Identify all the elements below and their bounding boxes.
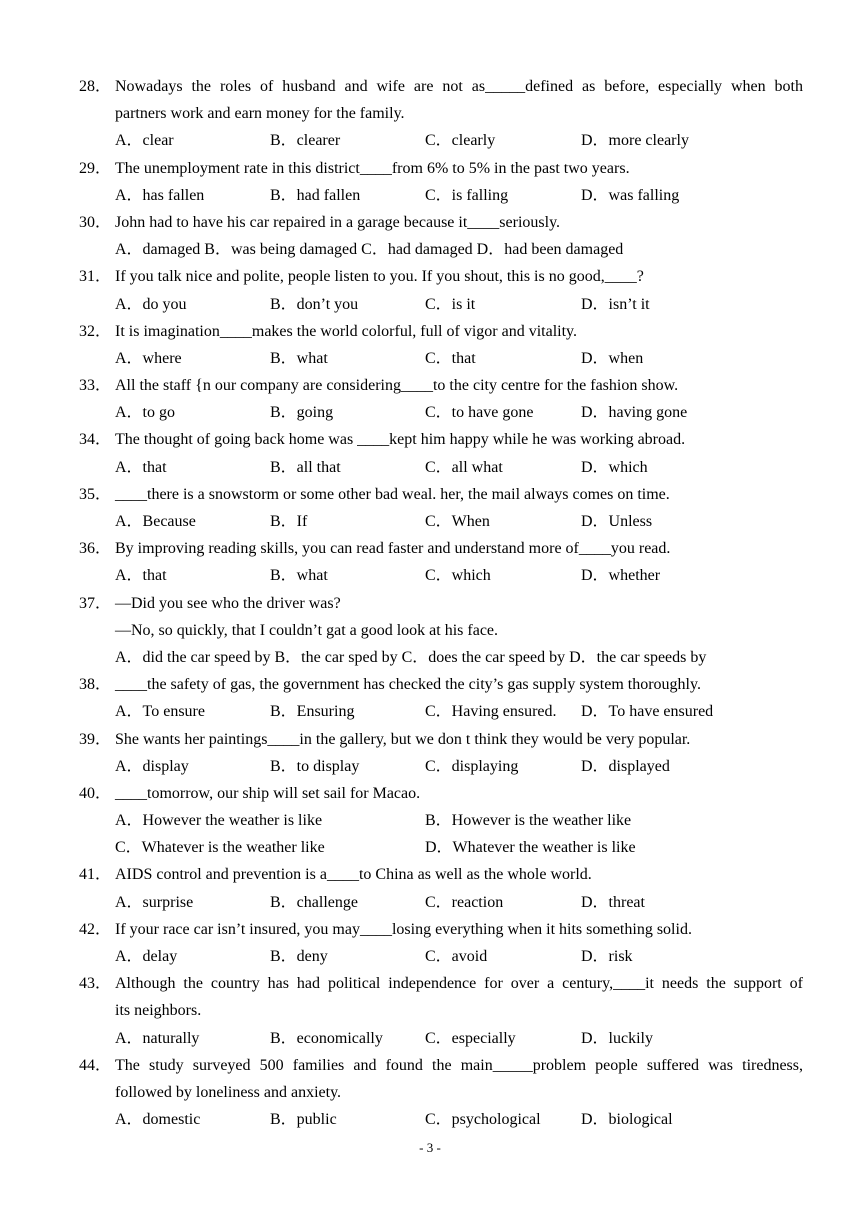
question-stem-line	[0, 73, 860, 100]
answer-option: A．that	[115, 458, 167, 476]
options-row	[0, 807, 860, 834]
question-stem-line	[0, 970, 860, 997]
question	[0, 970, 860, 1052]
question-text: AIDS control and prevention is a____to China as well as the whole world.	[115, 866, 592, 884]
answer-option: B．deny	[270, 948, 328, 965]
question-number: 41．	[79, 866, 112, 884]
answer-option: B．don’t you	[270, 295, 359, 313]
question-number: 40．	[79, 784, 112, 802]
question-stem-line	[0, 726, 860, 753]
question-number: 38．	[79, 676, 112, 694]
question-number: 44．	[79, 1056, 112, 1074]
question-continuation-line	[0, 1079, 860, 1106]
answer-option: A．to go	[115, 404, 176, 422]
question-number: 32．	[79, 322, 112, 340]
answer-option: D．whether	[581, 567, 661, 585]
question-text: its neighbors.	[115, 1002, 202, 1020]
question-stem-line	[0, 318, 860, 345]
question-stem-line	[0, 916, 860, 943]
answer-option: C．which	[425, 567, 491, 585]
answer-option: A．naturally	[115, 1029, 200, 1047]
options-row	[0, 508, 860, 535]
options-row	[0, 1025, 860, 1052]
answer-option: D．risk	[581, 948, 633, 965]
answer-option: C．Having ensured.	[425, 703, 557, 721]
question-number: 28．	[79, 78, 112, 95]
exam-page	[0, 73, 860, 1133]
question-text: It is imagination____makes the world colorful, full of vigor and vitality.	[115, 322, 577, 340]
answer-option: B．to display	[270, 757, 360, 775]
question-number: 34．	[79, 431, 112, 449]
answer-option: C．psychological	[425, 1111, 541, 1129]
question-text: —Did you see who the driver was?	[115, 594, 341, 612]
answer-options-inline: A．damaged B．was being damaged C．had damaged D．had been damaged	[115, 241, 624, 259]
answer-option: A．Because	[115, 513, 196, 530]
question-text: John had to have his car repaired in a garage because it____seriously.	[115, 213, 561, 231]
options-row	[0, 562, 860, 589]
question-number: 35．	[79, 485, 112, 503]
answer-option: D．when	[581, 349, 644, 367]
answer-option: B．all that	[270, 458, 341, 476]
answer-option: A．To ensure	[115, 703, 205, 721]
options-row	[0, 943, 860, 970]
answer-option: C．reaction	[425, 893, 504, 911]
answer-option: D．luckily	[581, 1029, 653, 1047]
options-row	[0, 182, 860, 209]
question	[0, 73, 860, 155]
answer-option: D．displayed	[581, 757, 670, 775]
answer-option: D．Unless	[581, 513, 653, 530]
question	[0, 916, 860, 970]
question-stem-line	[0, 861, 860, 888]
question-stem-line	[0, 671, 860, 698]
question-continuation-line	[0, 100, 860, 127]
options-row	[0, 753, 860, 780]
options-row	[0, 345, 860, 372]
answer-option: D．isn’t it	[581, 295, 650, 313]
answer-option: B．economically	[270, 1029, 383, 1047]
answer-option: C．is it	[425, 295, 476, 313]
question-text: Although the country has had political independence for over a century,____it needs the support of	[115, 975, 803, 993]
question-stem-line	[0, 481, 860, 508]
question-number: 37．	[79, 594, 112, 612]
answer-option: B．Ensuring	[270, 703, 355, 721]
answer-option: C．clearly	[425, 132, 496, 150]
answer-option: D．Whatever the weather is like	[425, 839, 636, 857]
question	[0, 780, 860, 862]
answer-option: C．all what	[425, 458, 503, 476]
answer-option: A．where	[115, 349, 182, 367]
answer-option: B．what	[270, 349, 328, 367]
question-number: 39．	[79, 730, 112, 748]
question	[0, 426, 860, 480]
options-row	[0, 1106, 860, 1133]
answer-option: B．going	[270, 404, 334, 422]
question	[0, 209, 860, 263]
options-row	[0, 834, 860, 861]
question-stem-line	[0, 535, 860, 562]
question-text: If your race car isn’t insured, you may____losing everything when it hits something solid.	[115, 920, 692, 938]
answer-option: D．threat	[581, 893, 645, 911]
answer-option: C．to have gone	[425, 404, 534, 422]
answer-options-inline: A．did the car speed by B．the car sped by C．does the car speed by D．the car speeds by	[115, 648, 707, 666]
question-continuation-line	[0, 617, 860, 644]
answer-option: D．To have ensured	[581, 703, 714, 721]
answer-option: A．has fallen	[115, 186, 205, 204]
question	[0, 263, 860, 317]
question	[0, 671, 860, 725]
answer-option: A．that	[115, 567, 167, 585]
answer-option: B．However is the weather like	[425, 812, 632, 830]
answer-option: B．If	[270, 513, 308, 530]
question-number: 36．	[79, 540, 112, 558]
question	[0, 726, 860, 780]
question-number: 33．	[79, 377, 112, 395]
question-text: By improving reading skills, you can read faster and understand more of____you read.	[115, 540, 671, 558]
question	[0, 481, 860, 535]
options-row	[0, 454, 860, 481]
question-text: partners work and earn money for the family.	[115, 105, 405, 123]
answer-option: B．what	[270, 567, 328, 585]
answer-option: C．avoid	[425, 948, 488, 965]
answer-option: D．biological	[581, 1111, 673, 1129]
options-row	[0, 889, 860, 916]
options-row	[0, 644, 860, 671]
question-number: 30．	[79, 213, 112, 231]
answer-option: C．especially	[425, 1029, 516, 1047]
question	[0, 318, 860, 372]
question-text: ____there is a snowstorm or some other bad weal. her, the mail always comes on time.	[115, 485, 670, 503]
answer-option: C．Whatever is the weather like	[115, 839, 325, 857]
answer-option: B．challenge	[270, 893, 358, 911]
question	[0, 155, 860, 209]
question-text: She wants her paintings____in the gallery, but we don t think they would be very popular.	[115, 730, 691, 748]
question-stem-line	[0, 590, 860, 617]
question-stem-line	[0, 1052, 860, 1079]
question-text: If you talk nice and polite, people listen to you. If you shout, this is no good,____?	[115, 268, 644, 286]
answer-option: A．clear	[115, 132, 174, 150]
answer-option: A．display	[115, 757, 189, 775]
question-text: Nowadays the roles of husband and wife are not as_____defined as before, especially when both	[115, 78, 803, 95]
answer-option: C．that	[425, 349, 476, 367]
question-stem-line	[0, 263, 860, 290]
question-text: ____tomorrow, our ship will set sail for Macao.	[115, 784, 421, 802]
answer-option: D．having gone	[581, 404, 688, 422]
question-text: ____the safety of gas, the government has checked the city’s gas supply system thoroughly.	[115, 676, 701, 694]
question-stem-line	[0, 209, 860, 236]
answer-option: B．had fallen	[270, 186, 361, 204]
question-text: All the staff {n our company are considering____to the city centre for the fashion show.	[115, 377, 679, 395]
question-number: 31．	[79, 268, 112, 286]
question	[0, 861, 860, 915]
answer-option: D．more clearly	[581, 132, 689, 150]
question-stem-line	[0, 780, 860, 807]
question	[0, 372, 860, 426]
options-row	[0, 399, 860, 426]
answer-option: D．which	[581, 458, 648, 476]
question	[0, 590, 860, 672]
answer-option: A．delay	[115, 948, 178, 965]
question-text: followed by loneliness and anxiety.	[115, 1083, 342, 1101]
question-text: The thought of going back home was ____kept him happy while he was working abroad.	[115, 431, 686, 449]
question-number: 42．	[79, 920, 112, 938]
question-stem-line	[0, 426, 860, 453]
question-stem-line	[0, 372, 860, 399]
question	[0, 1052, 860, 1134]
question-text: —No, so quickly, that I couldn’t gat a good look at his face.	[115, 621, 499, 639]
question-number: 43．	[79, 975, 112, 993]
answer-option: C．When	[425, 513, 490, 530]
options-row	[0, 127, 860, 154]
options-row	[0, 291, 860, 318]
answer-option: C．is falling	[425, 186, 509, 204]
question-stem-line	[0, 155, 860, 182]
answer-option: A．domestic	[115, 1111, 201, 1129]
question-continuation-line	[0, 997, 860, 1024]
question-number: 29．	[79, 159, 112, 177]
answer-option: A．surprise	[115, 893, 194, 911]
page-number: - 3 -	[419, 1140, 441, 1155]
answer-option: C．displaying	[425, 757, 519, 775]
answer-option: D．was falling	[581, 186, 680, 204]
answer-option: A．do you	[115, 295, 187, 313]
question-text: The study surveyed 500 families and found the main_____problem people suffered was tiredness,	[115, 1056, 803, 1074]
answer-option: B．public	[270, 1111, 337, 1129]
question	[0, 535, 860, 589]
answer-option: A．However the weather is like	[115, 812, 323, 830]
question-text: The unemployment rate in this district____from 6% to 5% in the past two years.	[115, 159, 630, 177]
options-row	[0, 698, 860, 725]
answer-option: B．clearer	[270, 132, 341, 150]
options-row	[0, 236, 860, 263]
